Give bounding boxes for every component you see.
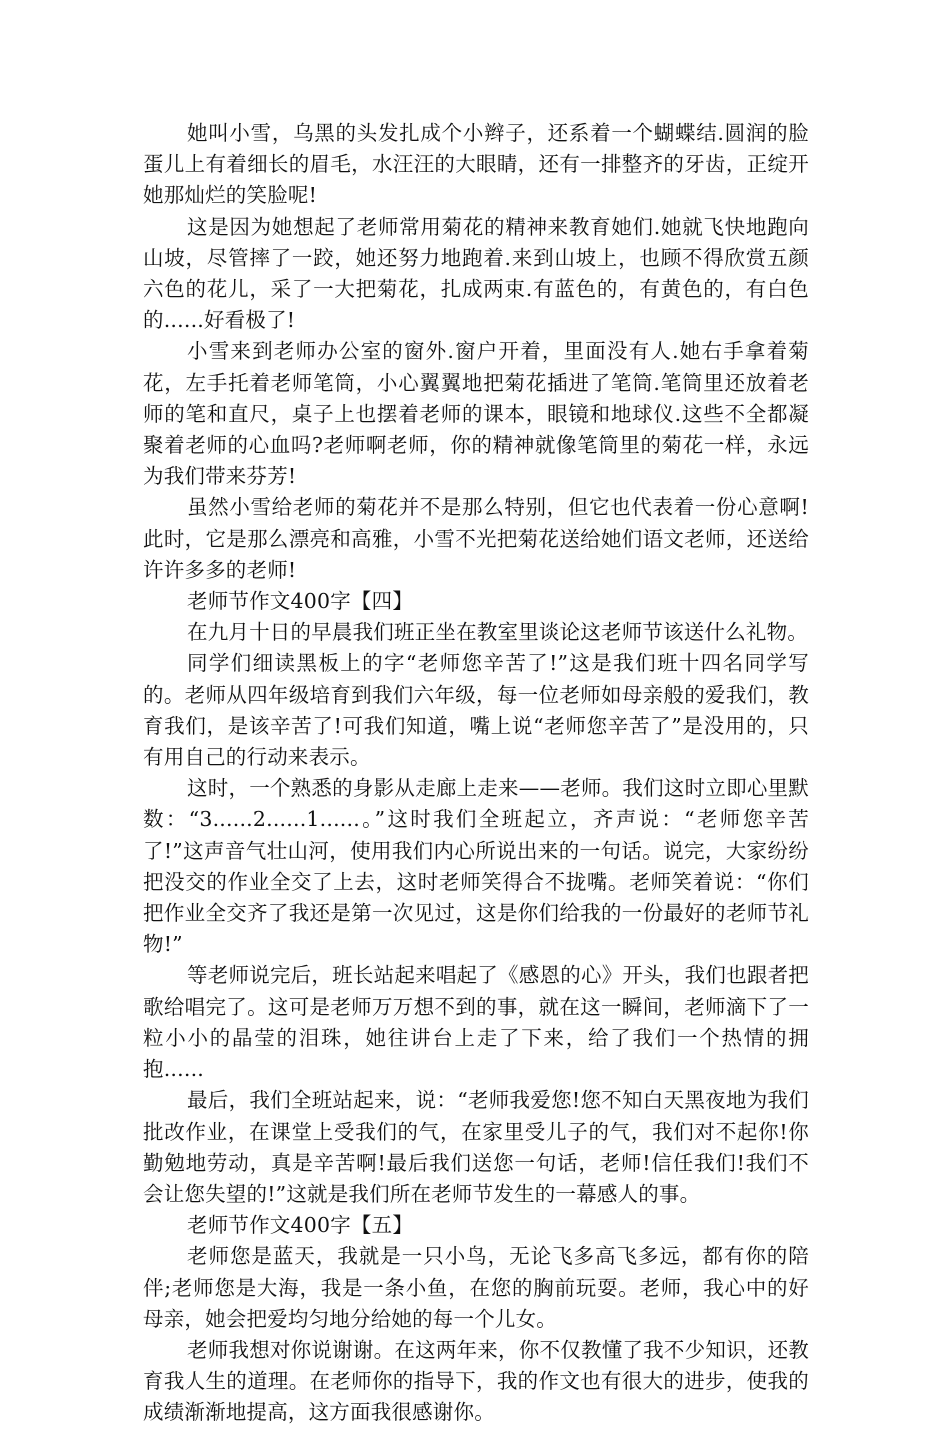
paragraph: 小雪来到老师办公室的窗外.窗户开着，里面没有人.她右手拿着菊花，左手托着老师笔筒，小心翼翼地把菊花插进了笔筒.笔筒里还放着老师的笔和直尺，桌子上也摆着老师的课本，眼镜和地球仪.这些不全都凝聚着老师的心血吗?老师啊老师，你的精神就像笔筒里的菊花一样，永远为我们带来芬芳! — [143, 339, 809, 489]
paragraph: 虽然小雪给老师的菊花并不是那么特别，但它也代表着一份心意啊!此时，它是那么漂亮和高雅，小雪不光把菊花送给她们语文老师，还送给许许多多的老师! — [143, 495, 809, 582]
paragraph: 最后，我们全班站起来，说：“老师我爱您!您不知白天黑夜地为我们批改作业，在课堂上受我们的气，在家里受儿子的气，我们对不起你!你勤勉地劳动，真是辛苦啊!最后我们送您一句话，老师!信任我们!我们不会让您失望的!”这就是我们所在老师节发生的一幕感人的事。 — [143, 1088, 809, 1206]
paragraph: 这是因为她想起了老师常用菊花的精神来教育她们.她就飞快地跑向山坡，尽管摔了一跤，她还努力地跑着.来到山坡上，也顾不得欣赏五颜六色的花儿，采了一大把菊花，扎成两束.有蓝色的，有黄色的，有白色的......好看极了! — [143, 214, 809, 333]
section-heading: 老师节作文400字【四】 — [187, 589, 414, 614]
section-heading: 老师节作文400字【五】 — [187, 1213, 414, 1238]
paragraph: 老师我想对你说谢谢。在这两年来，你不仅教懂了我不少知识，还教育我人生的道理。在老师你的指导下，我的作文也有很大的进步，使我的成绩渐渐地提高，这方面我很感谢你。 — [143, 1337, 809, 1425]
paragraph: 她叫小雪，乌黑的头发扎成个小辫子，还系着一个蝴蝶结.圆润的脸蛋儿上有着细长的眉毛，水汪汪的大眼睛，还有一排整齐的牙齿，正绽开她那灿烂的笑脸呢! — [143, 121, 809, 208]
paragraph: 同学们细读黑板上的字“老师您辛苦了!”这是我们班十四名同学写的。老师从四年级培育到我们六年级，每一位老师如母亲般的爱我们，教育我们，是该辛苦了!可我们知道，嘴上说“老师您辛苦了”是没用的，只有用自己的行动来表示。 — [143, 651, 809, 770]
paragraph: 这时，一个熟悉的身影从走廊上走来——老师。我们这时立即心里默数：“3......2......1......。”这时我们全班起立，齐声说：“老师您辛苦了!”这声音气壮山河，使用我们内心所说出来的一句话。说完，大家纷纷把没交的作业全交了上去，这时老师笑得合不拢嘴。老师笑着说：“你们把作业全交齐了我还是第一次见过，这是你们给我的一份最好的老师节礼物!” — [143, 776, 809, 957]
paragraph: 老师您是蓝天，我就是一只小鸟，无论飞多高飞多远，都有你的陪伴;老师您是大海，我是一条小鱼，在您的胸前玩耍。老师，我心中的好母亲，她会把爱均匀地分给她的每一个儿女。 — [143, 1244, 809, 1331]
paragraph: 在九月十日的早晨我们班正坐在教室里谈论这老师节该送什么礼物。 — [187, 620, 808, 645]
paragraph: 等老师说完后，班长站起来唱起了《感恩的心》开头，我们也跟者把歌给唱完了。这可是老师万万想不到的事，就在这一瞬间，老师滴下了一粒小小的晶莹的泪珠，她往讲台上走了下来，给了我们一个热情的拥抱...... — [143, 963, 809, 1082]
document-page — [143, 118, 809, 1429]
